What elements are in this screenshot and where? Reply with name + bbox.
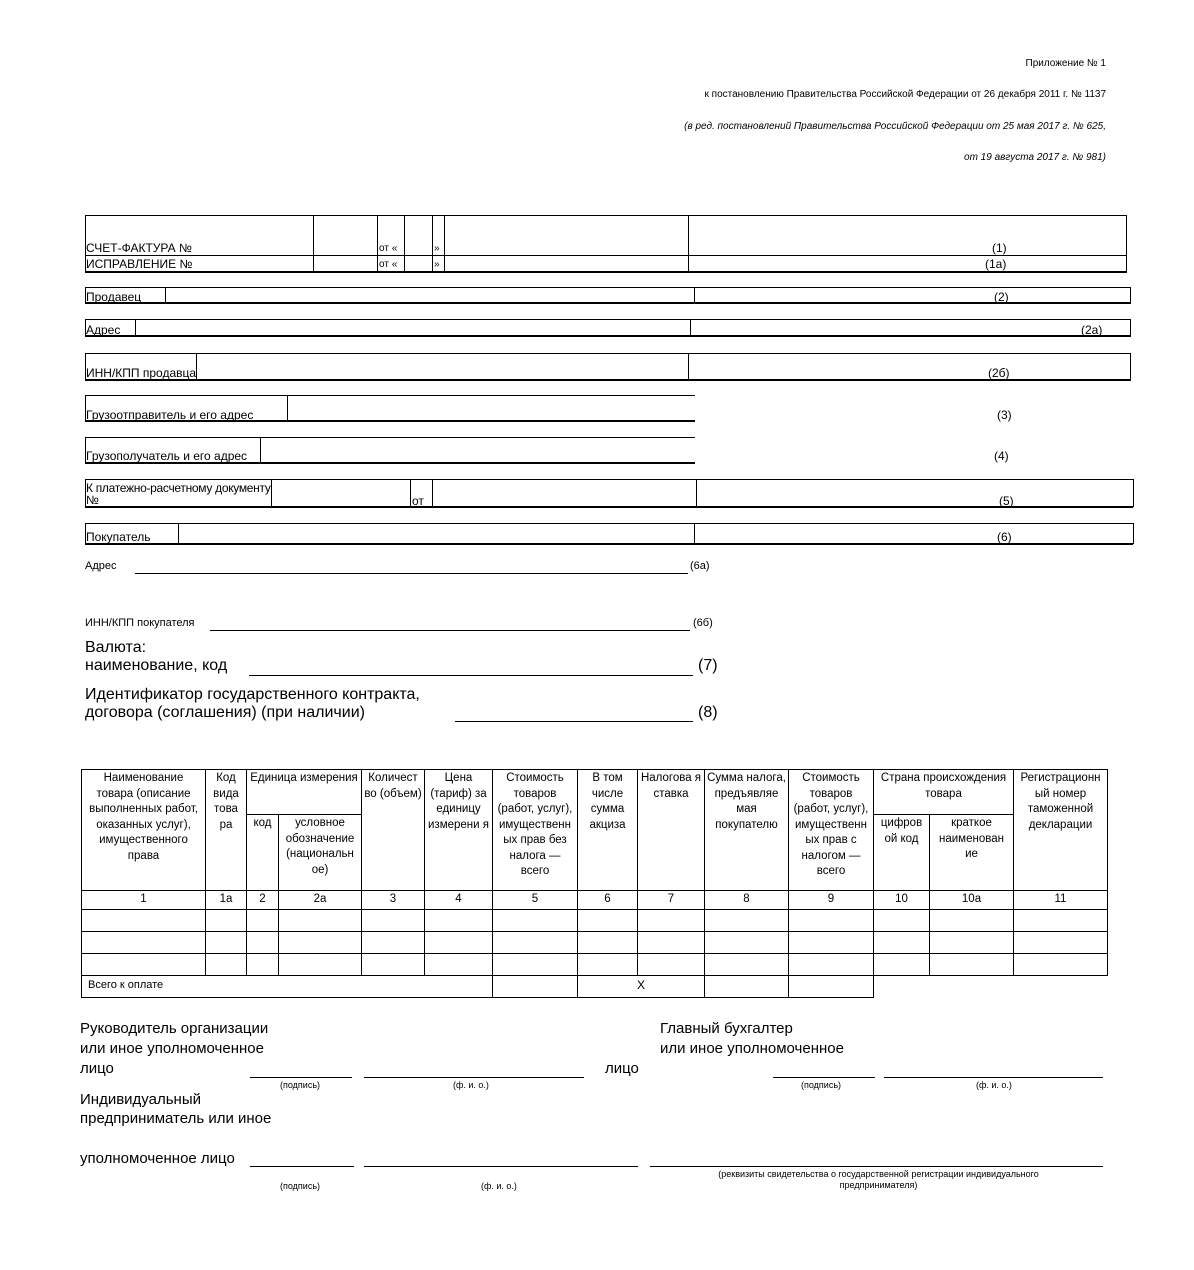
correction-label: ИСПРАВЛЕНИЕ № xyxy=(86,257,193,271)
ie-signature-caption: (подпись) xyxy=(280,1181,321,1191)
payment-doc-from-label: от xyxy=(412,494,424,508)
correction-quote-close: » xyxy=(434,259,440,270)
table-cell[interactable] xyxy=(279,909,362,931)
correction-from-label: от « xyxy=(379,259,398,270)
total-label: Всего к оплате xyxy=(82,975,493,997)
header-unit-code: код xyxy=(247,815,279,891)
seller-input[interactable] xyxy=(168,288,690,302)
ie-label-line1: Индивидуальный xyxy=(80,1091,201,1108)
invoice-day-input[interactable] xyxy=(407,240,430,254)
ie-registration-caption-line1: (реквизиты свидетельства о государственной регистрации индивидуального xyxy=(718,1169,1039,1179)
buyer-inn-input[interactable] xyxy=(212,615,688,629)
header-country: Страна происхождения товара xyxy=(874,770,1014,815)
header-unit-symbol: условное обозначение (национальн ое) xyxy=(279,815,362,891)
header-goods-type-code: Код вида това ра xyxy=(206,770,247,891)
table-cell[interactable] xyxy=(789,909,874,931)
table-cell[interactable] xyxy=(874,931,930,953)
buyer-inn-code: (6б) xyxy=(693,617,713,629)
ie-name-input[interactable] xyxy=(366,1151,636,1165)
contract-label-line1: Идентификатор государственного контракта, xyxy=(85,686,420,703)
column-number: 8 xyxy=(705,891,789,910)
seller-inn-code: (2б) xyxy=(988,366,1010,380)
contract-label-line2: договора (соглашения) (при наличии) xyxy=(85,704,365,721)
column-number: 9 xyxy=(789,891,874,910)
table-cell[interactable] xyxy=(789,931,874,953)
table-cell[interactable] xyxy=(247,931,279,953)
shipper-code: (3) xyxy=(997,408,1012,422)
table-cell[interactable] xyxy=(362,953,425,975)
column-number: 4 xyxy=(425,891,493,910)
table-cell[interactable] xyxy=(789,953,874,975)
table-cell[interactable] xyxy=(578,909,638,931)
table-cell[interactable] xyxy=(1014,909,1108,931)
buyer-inn-label: ИНН/КПП покупателя xyxy=(85,617,195,629)
table-cell[interactable] xyxy=(705,953,789,975)
shipper-input[interactable] xyxy=(291,403,691,417)
header-cost-without-tax: Стоимость товаров (работ, услуг), имущественн ых прав без налога — всего xyxy=(493,770,578,891)
table-cell[interactable] xyxy=(493,953,578,975)
seller-address-code: (2а) xyxy=(1081,323,1103,337)
table-cell[interactable] xyxy=(362,931,425,953)
table-cell[interactable] xyxy=(638,931,705,953)
accountant-label-line3: лицо xyxy=(605,1060,639,1077)
seller-address-input[interactable] xyxy=(138,320,686,334)
table-cell[interactable] xyxy=(82,909,206,931)
column-number: 1а xyxy=(206,891,247,910)
ie-label-line2: предприниматель или иное xyxy=(80,1110,272,1127)
table-cell[interactable] xyxy=(705,931,789,953)
column-number: 3 xyxy=(362,891,425,910)
header-cost-with-tax: Стоимость товаров (работ, услуг), имущественн ых прав с налогом — всего xyxy=(789,770,874,891)
ie-registration-caption-line2: предпринимателя) xyxy=(839,1180,918,1190)
head-signature-input[interactable] xyxy=(252,1062,350,1076)
table-cell[interactable] xyxy=(493,931,578,953)
table-cell[interactable] xyxy=(82,953,206,975)
ie-registration-input[interactable] xyxy=(652,1151,1101,1165)
table-cell[interactable] xyxy=(247,953,279,975)
payment-doc-code: (5) xyxy=(999,494,1014,508)
total-row xyxy=(82,975,1108,997)
column-number: 2а xyxy=(279,891,362,910)
invoice-quote-close: » xyxy=(434,243,440,254)
table-cell[interactable] xyxy=(1014,953,1108,975)
seller-address-label: Адрес xyxy=(86,323,121,337)
accountant-label-line1: Главный бухгалтер xyxy=(660,1020,793,1037)
seller-inn-input[interactable] xyxy=(200,362,684,376)
buyer-code: (6) xyxy=(997,530,1012,544)
table-cell[interactable] xyxy=(206,931,247,953)
table-cell[interactable] xyxy=(874,909,930,931)
column-number: 7 xyxy=(638,891,705,910)
header-country-name: краткое наименован ие xyxy=(930,815,1014,891)
amendments-line-2: от 19 августа 2017 г. № 981) xyxy=(964,152,1106,163)
table-cell[interactable] xyxy=(279,931,362,953)
invoice-title-label: СЧЕТ-ФАКТУРА № xyxy=(86,241,192,255)
table-cell[interactable] xyxy=(425,909,493,931)
payment-doc-label-line1: К платежно-расчетному документу xyxy=(86,481,271,495)
payment-doc-label-line2: № xyxy=(86,493,99,507)
head-label-line3: лицо xyxy=(80,1060,114,1077)
table-cell[interactable] xyxy=(206,909,247,931)
appendix-number: Приложение № 1 xyxy=(1025,58,1106,69)
column-number: 11 xyxy=(1014,891,1108,910)
invoice-code: (1) xyxy=(992,241,1007,255)
head-signature-caption: (подпись) xyxy=(280,1080,321,1090)
correction-day-input[interactable] xyxy=(407,257,430,271)
currency-input[interactable] xyxy=(251,658,691,674)
contract-code: (8) xyxy=(698,704,718,721)
table-row xyxy=(82,953,1108,975)
currency-label-line2: наименование, код xyxy=(85,657,228,674)
header-customs-declaration: Регистрационн ый номер таможенной декларации xyxy=(1014,770,1108,891)
header-quantity: Количест во (объем) xyxy=(362,770,425,891)
table-cell[interactable] xyxy=(425,953,493,975)
total-cost-with-tax[interactable] xyxy=(789,975,874,997)
table-cell[interactable] xyxy=(1014,931,1108,953)
header-unit: Единица измерения xyxy=(247,770,362,815)
total-cost-without-tax[interactable] xyxy=(493,975,578,997)
invoice-from-label: от « xyxy=(379,243,398,254)
contract-input[interactable] xyxy=(457,704,691,720)
seller-inn-label: ИНН/КПП продавца xyxy=(86,366,197,380)
buyer-input[interactable] xyxy=(182,526,690,540)
table-row xyxy=(82,909,1108,931)
accountant-signature-caption: (подпись) xyxy=(801,1080,842,1090)
column-numbers-row xyxy=(82,891,1108,910)
seller-code: (2) xyxy=(994,290,1009,304)
invoice-number-input[interactable] xyxy=(316,240,374,254)
consignee-label: Грузополучатель и его адрес xyxy=(86,449,248,463)
table-cell[interactable] xyxy=(705,909,789,931)
buyer-address-input[interactable] xyxy=(137,558,686,572)
table-cell[interactable] xyxy=(930,909,1014,931)
currency-label-line1: Валюта: xyxy=(85,639,147,656)
accountant-signature-input[interactable] xyxy=(775,1062,873,1076)
accountant-name-caption: (ф. и. о.) xyxy=(976,1080,1012,1090)
total-excise-mark: X xyxy=(578,975,705,997)
header-tax-amount: Сумма налога, предъявляе мая покупателю xyxy=(705,770,789,891)
table-cell[interactable] xyxy=(930,931,1014,953)
goods-table xyxy=(81,769,1108,998)
seller-label: Продавец xyxy=(86,290,142,304)
table-cell[interactable] xyxy=(425,931,493,953)
table-cell[interactable] xyxy=(279,953,362,975)
column-number: 10а xyxy=(930,891,1014,910)
header-price: Цена (тариф) за единицу измерени я xyxy=(425,770,493,891)
header-country-code: цифров ой код xyxy=(874,815,930,891)
table-cell[interactable] xyxy=(874,953,930,975)
table-row xyxy=(82,931,1108,953)
column-number: 2 xyxy=(247,891,279,910)
consignee-code: (4) xyxy=(994,449,1009,463)
payment-doc-date-input[interactable] xyxy=(436,488,692,502)
head-name-caption: (ф. и. о.) xyxy=(453,1080,489,1090)
ie-name-caption: (ф. и. о.) xyxy=(481,1181,517,1191)
accountant-name-input[interactable] xyxy=(886,1062,1101,1076)
ie-signature-input[interactable] xyxy=(252,1151,352,1165)
buyer-address-code: (6а) xyxy=(690,560,710,572)
head-label-line1: Руководитель организации xyxy=(80,1020,269,1037)
table-cell[interactable] xyxy=(638,909,705,931)
column-number: 10 xyxy=(874,891,930,910)
total-tax-amount[interactable] xyxy=(705,975,789,997)
decree-reference: к постановлению Правительства Российской Федерации от 26 декабря 2011 г. № 1137 xyxy=(704,89,1106,100)
header-goods-name: Наименование товара (описание выполненных работ, оказанных услуг), имущественного права xyxy=(82,770,206,891)
consignee-input[interactable] xyxy=(264,445,691,459)
correction-number-input[interactable] xyxy=(316,257,374,271)
head-label-line2: или иное уполномоченное xyxy=(80,1040,264,1057)
correction-code: (1а) xyxy=(985,257,1007,271)
shipper-label: Грузоотправитель и его адрес xyxy=(86,408,254,422)
table-header-row xyxy=(82,770,1108,815)
head-name-input[interactable] xyxy=(366,1062,582,1076)
table-cell[interactable] xyxy=(362,909,425,931)
header-excise: В том числе сумма акциза xyxy=(578,770,638,891)
column-number: 1 xyxy=(82,891,206,910)
currency-code: (7) xyxy=(698,657,718,674)
table-cell[interactable] xyxy=(247,909,279,931)
buyer-label: Покупатель xyxy=(86,530,151,544)
header-tax-rate: Налогова я ставка xyxy=(638,770,705,891)
column-number: 5 xyxy=(493,891,578,910)
ie-label-line3: уполномоченное лицо xyxy=(80,1150,235,1167)
payment-doc-number-input[interactable] xyxy=(275,488,406,502)
invoice-date-input[interactable] xyxy=(448,240,684,254)
table-cell[interactable] xyxy=(578,953,638,975)
table-cell[interactable] xyxy=(638,953,705,975)
amendments-line-1: (в ред. постановлений Правительства Российской Федерации от 25 мая 2017 г. № 625, xyxy=(684,121,1106,132)
table-cell[interactable] xyxy=(578,931,638,953)
table-cell[interactable] xyxy=(930,953,1014,975)
table-cell[interactable] xyxy=(82,931,206,953)
buyer-address-label: Адрес xyxy=(85,560,117,572)
column-number: 6 xyxy=(578,891,638,910)
table-cell[interactable] xyxy=(206,953,247,975)
accountant-label-line2: или иное уполномоченное xyxy=(660,1040,844,1057)
correction-date-input[interactable] xyxy=(448,257,684,271)
table-cell[interactable] xyxy=(493,909,578,931)
